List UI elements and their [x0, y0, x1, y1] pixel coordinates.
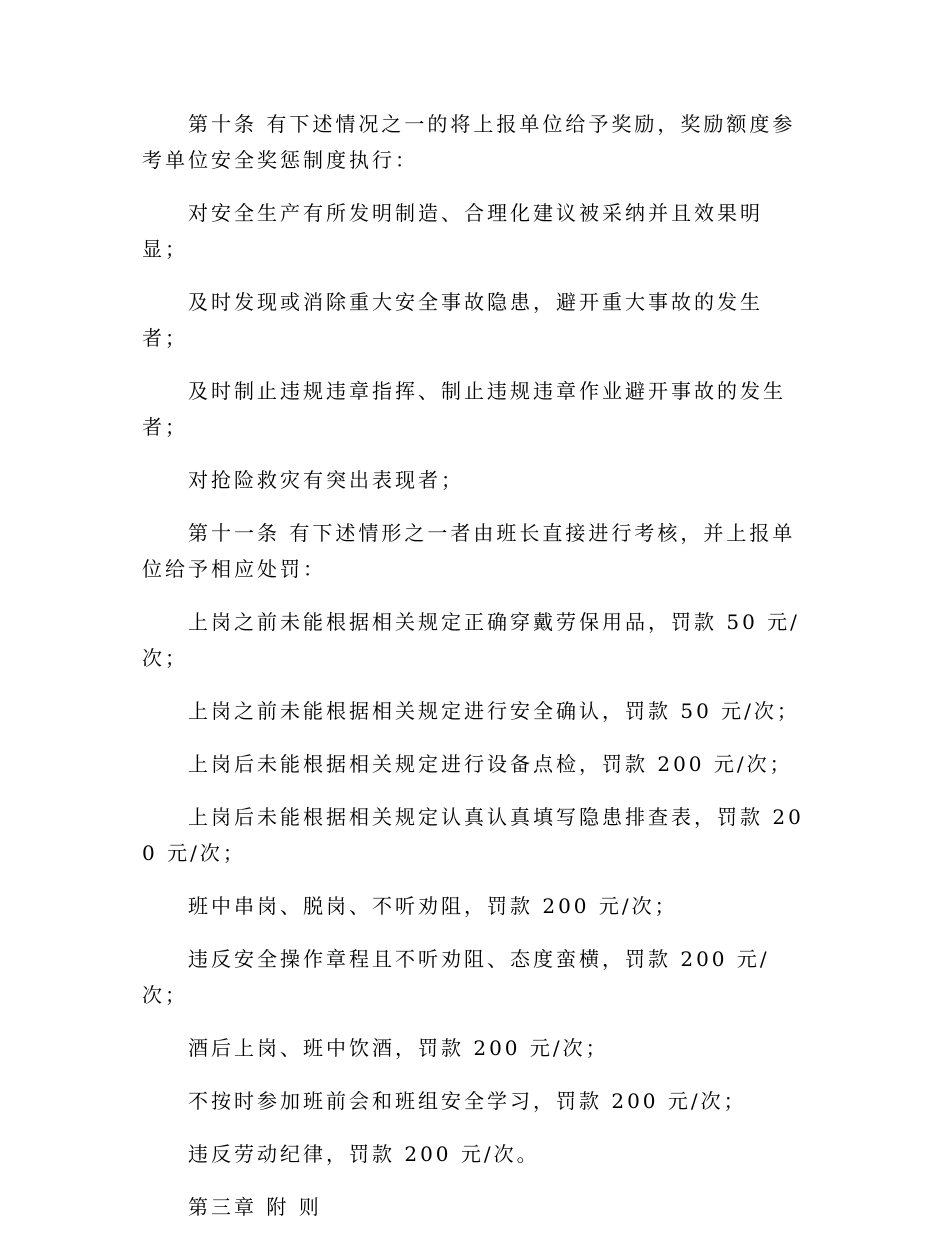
- article-11-heading: 第十一条 有下述情形之一者由班长直接进行考核，并上报单位给予相应处罚：: [142, 521, 796, 581]
- penalty-item-1: 上岗之前未能根据相关规定正确穿戴劳保用品，罚款 50 元/次；: [142, 610, 800, 670]
- reward-item-3: 及时制止违规违章指挥、制止违规违章作业避开事故的发生者；: [142, 379, 786, 439]
- penalty-item-3: 上岗后未能根据相关规定进行设备点检，罚款 200 元/次；: [188, 752, 793, 776]
- penalty-item-9: 违反劳动纪律，罚款 200 元/次。: [188, 1142, 540, 1166]
- penalty-item-6: 违反安全操作章程且不听劝阻、态度蛮横，罚款 200 元/次；: [142, 947, 770, 1007]
- document-body: [142, 106, 808, 1242]
- penalty-item-5: 班中串岗、脱岗、不听劝阻，罚款 200 元/次；: [188, 894, 678, 918]
- reward-item-1: 对安全生产有所发明制造、合理化建议被采纳并且效果明显；: [142, 201, 763, 261]
- penalty-item-2: 上岗之前未能根据相关规定进行安全确认，罚款 50 元/次；: [188, 699, 800, 723]
- penalty-item-8: 不按时参加班前会和班组安全学习，罚款 200 元/次；: [188, 1089, 747, 1113]
- reward-item-2: 及时发现或消除重大安全事故隐患，避开重大事故的发生者；: [142, 290, 763, 350]
- chapter-3-heading: 第三章 附 则: [188, 1195, 322, 1219]
- reward-item-4: 对抢险救灾有突出表现者；: [188, 468, 464, 492]
- penalty-item-7: 酒后上岗、班中饮酒，罚款 200 元/次；: [188, 1036, 609, 1060]
- article-10-heading: 第十条 有下述情况之一的将上报单位给予奖励，奖励额度参考单位安全奖惩制度执行：: [142, 112, 796, 172]
- penalty-item-4: 上岗后未能根据相关规定认真认真填写隐患排查表，罚款 200 元/次；: [142, 805, 804, 865]
